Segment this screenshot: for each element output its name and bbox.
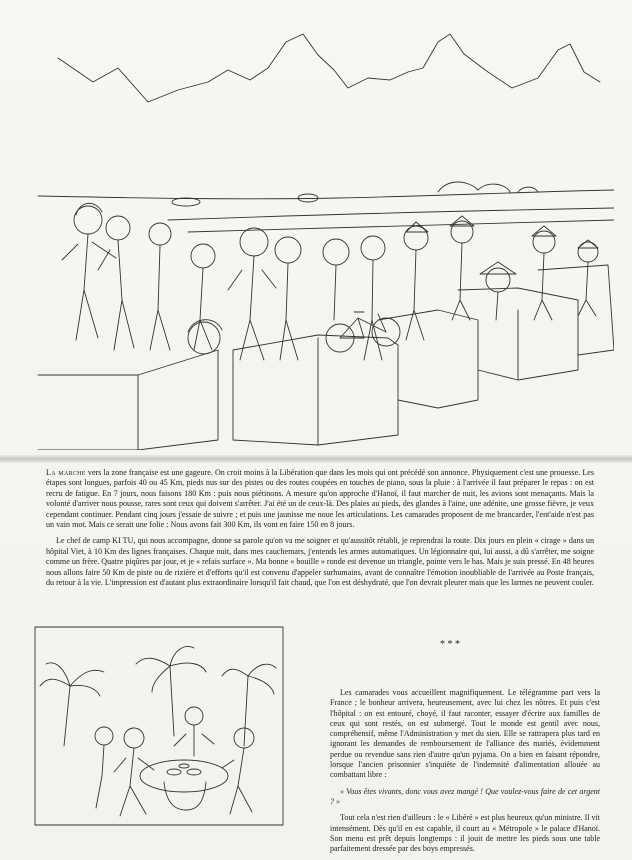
quote: « Vous êtes vivants, donc vous avez mangé ! Que voulez-vous faire de cet argent ? »	[330, 786, 600, 806]
bicycle	[326, 312, 400, 352]
pedestal	[233, 335, 398, 445]
main-text	[46, 468, 594, 594]
mountain-range	[58, 34, 600, 102]
palm-tree	[136, 647, 206, 736]
march-illustration	[18, 20, 614, 450]
palm-tree	[222, 664, 276, 746]
paragraph-1-body: vers la zone française est une gageure. On croit moins à la Libération que dans les mois qui ont précédé son annonce. Physiquement c'est une prouesse. Les étapes sont longues, parfois 40 ou 45 Km, pieds nus sur des pistes ou des routes coupées en touches de piano, sous la pluie : à l'arrivée il faut préparer le repas : on est recru de fatigue. En 7 jours, nous faisons 180 Km : puis nous piétinons. A mesure qu'on approche d'Hanoï, il faut marcher de nuit, les avions sont menaçants. Mais la volonté d'arriver nous pousse, rares sont ceux qui doivent s'arrêter. J'ai été un de ceux-là. Des plaies au pieds, des glandes à l'aine, une adénite, une grosse fièvre, je veux cependant continuer. Pendant cinq jours j'essaie de suivre ; et puis une jaunisse me noue les articulations. Les camarades proposent de me brancarder, l'ent'aide n'est pas un vain mot. Mais ce serait une folie : Nous avons fait 300 Km, ils vont en faire 150 en 8 jours.	[46, 468, 595, 530]
paragraph-1-lead: La marche	[46, 468, 86, 477]
section-separator: * * *	[440, 639, 460, 650]
page-fold	[0, 455, 632, 463]
pedestal	[38, 350, 218, 450]
palm-tree	[40, 663, 104, 746]
paragraph-3: Les camarades vous accueillent magnifiquement. Le télégramme part vers la France ; le bonheur arrivera, heureusement, avec lui chez les nôtres. Et puis c'est l'hôpital : on est entouré, choyé, il faut raconter, essayer d'écrire aux familles de ceux qui sont restés, on est submergé. Tout le monde est gentil avec nous, compréhensif, même l'Administration y met du sien. Elle se rattrapera plus tard en ignorant les demandes de remboursement de l'alliance des mariés, évidemment perdue ou revendue sans rien d'autre qu'un pyjama. On a bien en faisant répondre, lorsque l'ancien prisonnier s'inquiète de l'indemnité d'alimentation allouée au combattant libre :	[330, 688, 600, 780]
dining-table	[140, 760, 228, 792]
paragraph-1	[46, 468, 594, 530]
pedestal	[378, 310, 478, 408]
paragraph-2: Le chef de camp KI TU, qui nous accompagne, donne sa parole qu'on va me soigner et qu'aussitôt rétabli, je reprendrai la route. Dix jours en plein « cirage » dans un hôpital Viet, à 10 Km des lignes françaises. Chaque nuit, dans mes cauchemars, j'entends les armes automatiques. Un légionnaire qui, lui aussi, a dû s'arrêter, me soigne comme un frère. Quatre piqûres par jour, et je « refais surface ». Ma bonne « bouille » ronde est devenue un triangle, pointe vers le bas. Mais je suis pressé. En 48 heures nous allons faire 50 Km de piste ou de rizière et d'efforts qu'il est convenu d'appeler surhumains, avant de connaître l'émotion inoubliable de l'arrivée au Poste français, du retour à la vie. L'impression est d'autant plus extraordinaire lorsqu'il fait chaud, que l'on est déshydraté, que l'on devrait pleurer mais que les larmes ne peuvent couler.	[46, 536, 594, 588]
right-column-text	[330, 688, 600, 860]
pedestal	[538, 265, 614, 355]
paragraph-4: Tout cela n'est rien d'ailleurs : le « Libéré » est plus heureux qu'un ministre. Il vit intensément. Dès qu'il en est capable, il court au « Métropole » le palace d'Hanoï. Son menu est prêt depuis longtemps : il jouit de mettre les pieds sous une table parfaitement dressée par des boys empressés.	[330, 813, 600, 854]
dining-illustration	[34, 626, 284, 826]
